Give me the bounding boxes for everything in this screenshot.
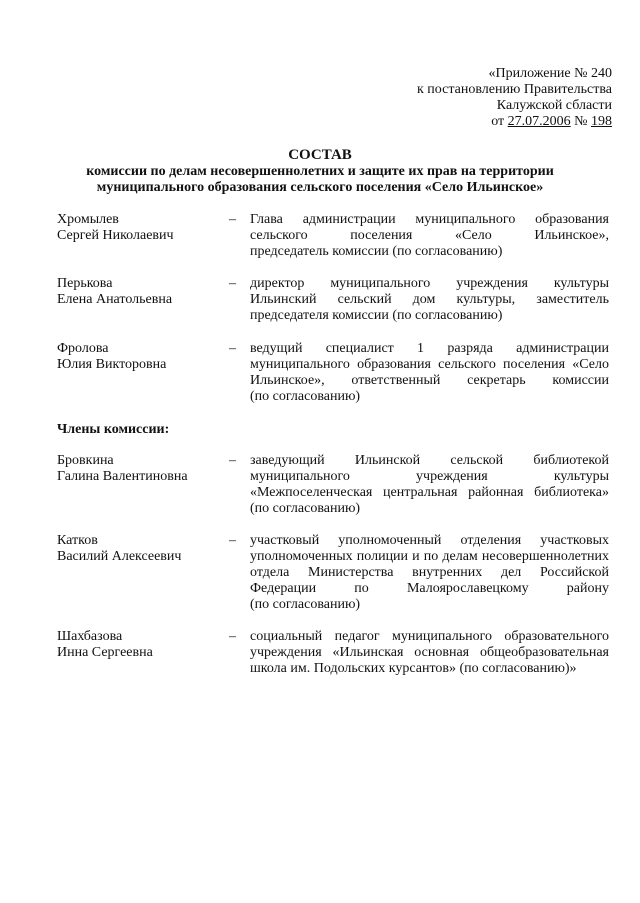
person-name [57, 453, 227, 485]
appendix-prefix: от [491, 114, 508, 129]
position-line: учреждения «Ильинская основная общеобразовательная [250, 645, 609, 660]
dash-separator: – [229, 629, 236, 644]
position-line: (по согласованию) [250, 597, 361, 612]
appendix-line4 [417, 114, 612, 130]
appendix-block [417, 66, 612, 130]
person-given-names: Елена Анатольевна [57, 292, 173, 307]
position-line: социальный педагог муниципального образовательного [250, 629, 609, 644]
members-heading: Члены комиссии: [57, 422, 170, 437]
person-position [250, 453, 609, 517]
position-line: Ильинский сельский дом культуры, заместитель [250, 292, 609, 307]
dash-separator: – [229, 533, 236, 548]
person-name [57, 533, 227, 565]
appendix-number: 198 [591, 114, 612, 129]
position-line: участковый уполномоченный отделения участковых [250, 533, 609, 548]
person-surname: Фролова [57, 341, 109, 356]
position-line: председателя комиссии (по согласованию) [250, 308, 503, 323]
person-name [57, 341, 227, 373]
position-line: ведущий специалист 1 разряда администрации [250, 341, 609, 356]
document-subtitle-line1: комиссии по делам несовершеннолетних и защите их прав на территории [86, 164, 554, 179]
appendix-line2: к постановлению Правительства [416, 82, 612, 97]
position-line: муниципального учреждения культуры [250, 469, 609, 484]
dash-separator: – [229, 276, 236, 291]
person-name [57, 276, 227, 308]
person-surname: Бровкина [57, 453, 114, 468]
person-given-names: Сергей Николаевич [57, 228, 174, 243]
position-line: отдела Министерства внутренних дел Российской [250, 565, 609, 580]
person-surname: Хромылев [57, 212, 119, 227]
person-position [250, 276, 609, 324]
person-surname: Перькова [57, 276, 113, 291]
dash-separator: – [229, 453, 236, 468]
appendix-line1: «Приложение № 240 [488, 66, 612, 81]
appendix-date: 27.07.2006 [507, 114, 571, 129]
dash-separator: – [229, 341, 236, 356]
person-surname: Катков [57, 533, 98, 548]
title-block [0, 146, 640, 196]
person-position [250, 212, 609, 260]
person-given-names: Галина Валентиновна [57, 469, 188, 484]
position-line: Ильинское», ответственный секретарь комиссии [250, 373, 609, 388]
position-line: школа им. Подольских курсантов» (по согласованию)» [250, 661, 577, 676]
appendix-line3: Калужской сбласти [496, 98, 612, 113]
position-line: директор муниципального учреждения культуры [250, 276, 609, 291]
position-line: Федерации по Малоярославецкому району [250, 581, 609, 596]
person-surname: Шахбазова [57, 629, 123, 644]
document-subtitle-line2: муниципального образования сельского поселения «Село Ильинское» [96, 180, 544, 195]
position-line: заведующий Ильинской сельской библиотекой [250, 453, 609, 468]
position-line: муниципального образования сельского поселения «Село [250, 357, 609, 372]
position-line: Глава администрации муниципального образования [250, 212, 609, 227]
position-line: «Межпоселенческая центральная районная библиотека» [250, 485, 609, 500]
dash-separator: – [229, 212, 236, 227]
document-heading: СОСТАВ [288, 147, 352, 163]
position-line: (по согласованию) [250, 501, 361, 516]
appendix-number-sep: № [570, 114, 591, 129]
person-given-names: Инна Сергеевна [57, 645, 153, 660]
person-position [250, 629, 609, 677]
position-line: сельского поселения «Село Ильинское», [250, 228, 609, 243]
person-given-names: Василий Алексеевич [57, 549, 182, 564]
person-given-names: Юлия Викторовна [57, 357, 167, 372]
person-position [250, 341, 609, 405]
person-name [57, 212, 227, 244]
position-line: (по согласованию) [250, 389, 361, 404]
person-name [57, 629, 227, 661]
person-position [250, 533, 609, 613]
position-line: уполномоченных полиции и по делам несовершеннолетних [250, 549, 609, 564]
position-line: председатель комиссии (по согласованию) [250, 244, 503, 259]
